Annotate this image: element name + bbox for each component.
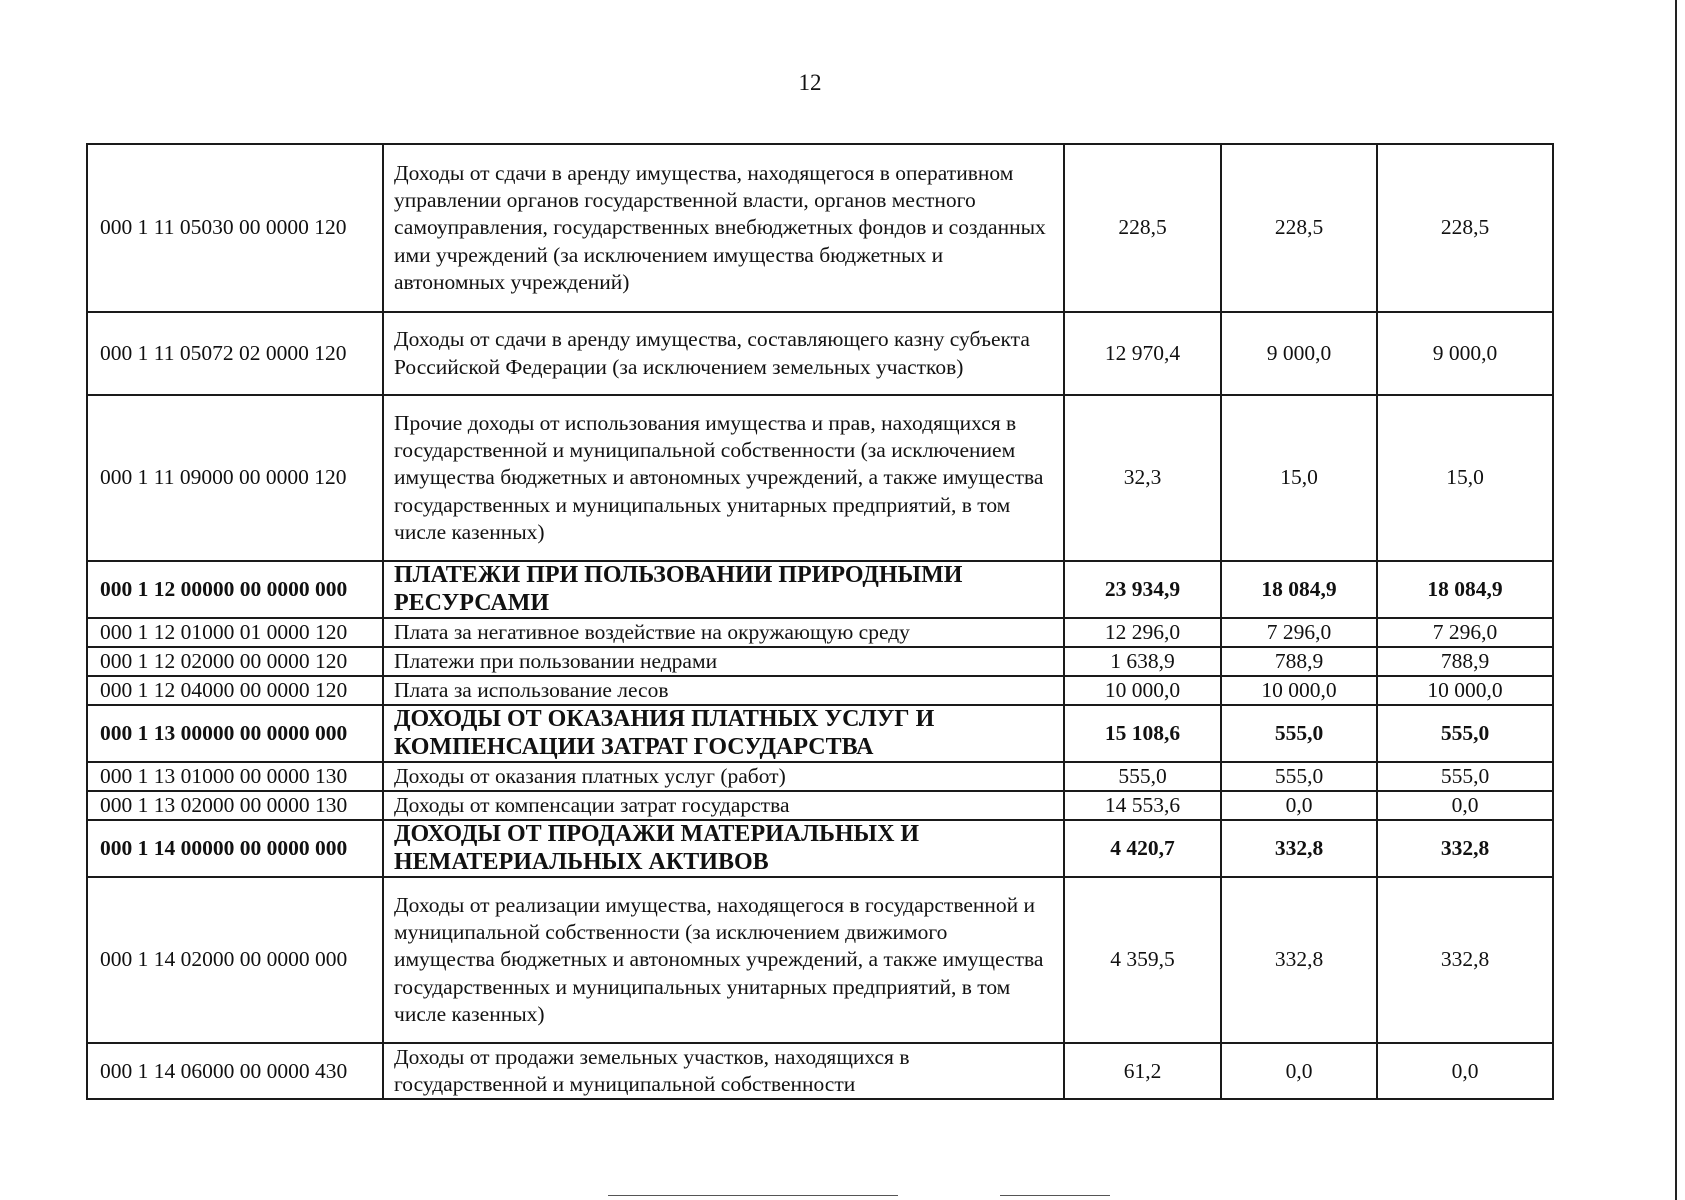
row-description: Доходы от продажи земельных участков, находящихся в государственной и муниципальной собственности bbox=[383, 1043, 1064, 1099]
row-value-2: 0,0 bbox=[1221, 1043, 1377, 1099]
section-code: 000 1 12 00000 00 0000 000 bbox=[87, 561, 383, 618]
row-description: Доходы от сдачи в аренду имущества, находящегося в оперативном управлении органов государственной власти, органов местного самоуправления, государственных внебюджетных фондов и созданных ими учреждений (за исключением имущества бюджетных и автономных учреждений) bbox=[383, 144, 1064, 312]
row-value-1: 61,2 bbox=[1064, 1043, 1221, 1099]
row-value-3: 788,9 bbox=[1377, 647, 1553, 676]
row-value-3: 228,5 bbox=[1377, 144, 1553, 312]
row-value-3: 0,0 bbox=[1377, 791, 1553, 820]
section-value-3: 332,8 bbox=[1377, 820, 1553, 877]
row-value-1: 10 000,0 bbox=[1064, 676, 1221, 705]
revenue-table bbox=[86, 143, 1554, 1100]
row-value-2: 555,0 bbox=[1221, 762, 1377, 791]
scan-mark bbox=[608, 1195, 898, 1196]
row-value-1: 14 553,6 bbox=[1064, 791, 1221, 820]
row-description: Доходы от реализации имущества, находящегося в государственной и муниципальной собственности (за исключением движимого имущества бюджетных и автономных учреждений, а также имущества государственных и муниципальных унитарных предприятий, в том числе казенных) bbox=[383, 877, 1064, 1043]
scan-mark bbox=[1000, 1195, 1110, 1196]
section-value-1: 23 934,9 bbox=[1064, 561, 1221, 618]
section-value-1: 4 420,7 bbox=[1064, 820, 1221, 877]
row-value-2: 332,8 bbox=[1221, 877, 1377, 1043]
section-value-3: 18 084,9 bbox=[1377, 561, 1553, 618]
section-value-3: 555,0 bbox=[1377, 705, 1553, 762]
row-value-2: 7 296,0 bbox=[1221, 618, 1377, 647]
section-row bbox=[87, 820, 1553, 877]
row-value-1: 32,3 bbox=[1064, 395, 1221, 561]
row-value-1: 555,0 bbox=[1064, 762, 1221, 791]
row-code: 000 1 12 01000 01 0000 120 bbox=[87, 618, 383, 647]
section-row bbox=[87, 561, 1553, 618]
table-row bbox=[87, 762, 1553, 791]
row-value-2: 228,5 bbox=[1221, 144, 1377, 312]
row-description: Плата за использование лесов bbox=[383, 676, 1064, 705]
section-value-2: 555,0 bbox=[1221, 705, 1377, 762]
table-row bbox=[87, 144, 1553, 312]
row-description: Доходы от оказания платных услуг (работ) bbox=[383, 762, 1064, 791]
table-row bbox=[87, 791, 1553, 820]
row-description: Доходы от компенсации затрат государства bbox=[383, 791, 1064, 820]
row-description: Прочие доходы от использования имущества и прав, находящихся в государственной и муниципальной собственности (за исключением имущества бюджетных и автономных учреждений, а также имущества государственных и муниципальных унитарных предприятий, в том числе казенных) bbox=[383, 395, 1064, 561]
section-value-2: 332,8 bbox=[1221, 820, 1377, 877]
table-row bbox=[87, 676, 1553, 705]
section-code: 000 1 14 00000 00 0000 000 bbox=[87, 820, 383, 877]
row-value-3: 9 000,0 bbox=[1377, 312, 1553, 395]
table-row bbox=[87, 618, 1553, 647]
row-value-1: 12 970,4 bbox=[1064, 312, 1221, 395]
scan-edge-line bbox=[1675, 0, 1677, 1200]
row-code: 000 1 12 04000 00 0000 120 bbox=[87, 676, 383, 705]
row-code: 000 1 14 06000 00 0000 430 bbox=[87, 1043, 383, 1099]
row-code: 000 1 11 05072 02 0000 120 bbox=[87, 312, 383, 395]
table-row bbox=[87, 647, 1553, 676]
table-row bbox=[87, 877, 1553, 1043]
row-code: 000 1 12 02000 00 0000 120 bbox=[87, 647, 383, 676]
section-title: ДОХОДЫ ОТ ПРОДАЖИ МАТЕРИАЛЬНЫХ И НЕМАТЕРИАЛЬНЫХ АКТИВОВ bbox=[383, 820, 1064, 877]
table-row bbox=[87, 395, 1553, 561]
row-value-2: 788,9 bbox=[1221, 647, 1377, 676]
section-code: 000 1 13 00000 00 0000 000 bbox=[87, 705, 383, 762]
row-code: 000 1 13 02000 00 0000 130 bbox=[87, 791, 383, 820]
row-value-1: 1 638,9 bbox=[1064, 647, 1221, 676]
row-description: Платежи при пользовании недрами bbox=[383, 647, 1064, 676]
row-value-1: 12 296,0 bbox=[1064, 618, 1221, 647]
row-value-3: 0,0 bbox=[1377, 1043, 1553, 1099]
section-title: ПЛАТЕЖИ ПРИ ПОЛЬЗОВАНИИ ПРИРОДНЫМИ РЕСУРСАМИ bbox=[383, 561, 1064, 618]
row-description: Доходы от сдачи в аренду имущества, составляющего казну субъекта Российской Федерации (за исключением земельных участков) bbox=[383, 312, 1064, 395]
row-code: 000 1 13 01000 00 0000 130 bbox=[87, 762, 383, 791]
table-row bbox=[87, 312, 1553, 395]
row-value-1: 228,5 bbox=[1064, 144, 1221, 312]
row-value-2: 15,0 bbox=[1221, 395, 1377, 561]
section-value-1: 15 108,6 bbox=[1064, 705, 1221, 762]
table-row bbox=[87, 1043, 1553, 1099]
row-code: 000 1 14 02000 00 0000 000 bbox=[87, 877, 383, 1043]
row-value-3: 10 000,0 bbox=[1377, 676, 1553, 705]
row-value-2: 10 000,0 bbox=[1221, 676, 1377, 705]
page-number: 12 bbox=[798, 70, 822, 95]
section-row bbox=[87, 705, 1553, 762]
section-title: ДОХОДЫ ОТ ОКАЗАНИЯ ПЛАТНЫХ УСЛУГ И КОМПЕНСАЦИИ ЗАТРАТ ГОСУДАРСТВА bbox=[383, 705, 1064, 762]
section-value-2: 18 084,9 bbox=[1221, 561, 1377, 618]
row-value-2: 0,0 bbox=[1221, 791, 1377, 820]
row-value-3: 15,0 bbox=[1377, 395, 1553, 561]
row-value-3: 7 296,0 bbox=[1377, 618, 1553, 647]
row-code: 000 1 11 05030 00 0000 120 bbox=[87, 144, 383, 312]
row-description: Плата за негативное воздействие на окружающую среду bbox=[383, 618, 1064, 647]
row-value-1: 4 359,5 bbox=[1064, 877, 1221, 1043]
row-value-3: 332,8 bbox=[1377, 877, 1553, 1043]
row-code: 000 1 11 09000 00 0000 120 bbox=[87, 395, 383, 561]
row-value-2: 9 000,0 bbox=[1221, 312, 1377, 395]
row-value-3: 555,0 bbox=[1377, 762, 1553, 791]
